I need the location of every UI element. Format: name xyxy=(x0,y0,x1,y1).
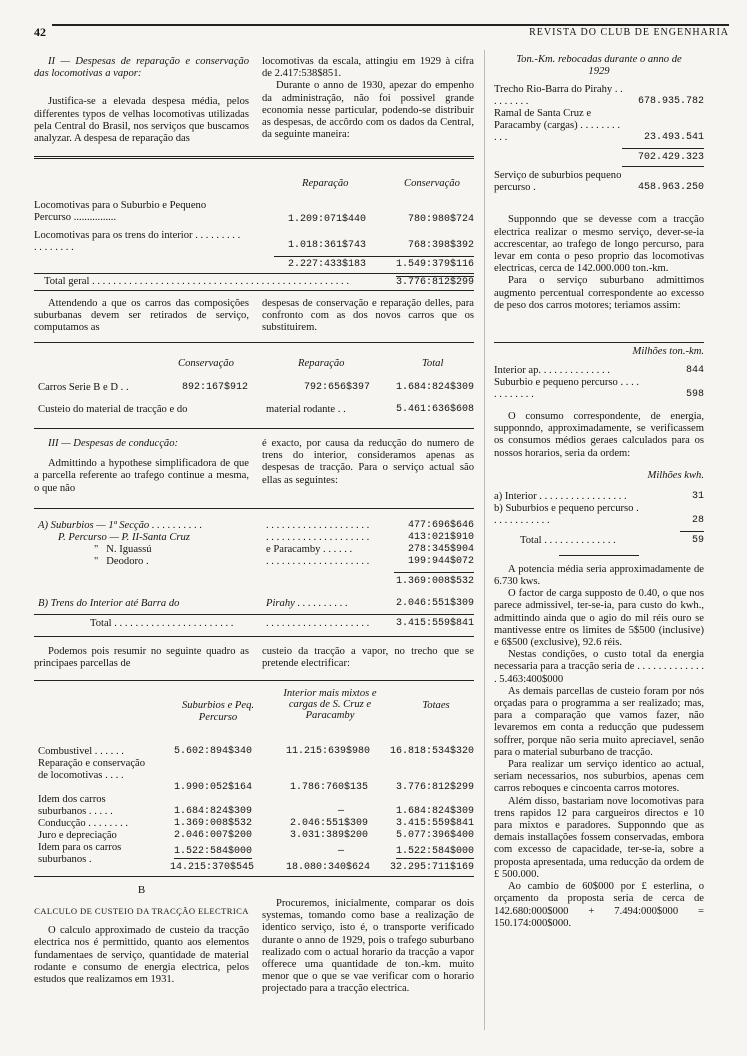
para-podemos-right xyxy=(262,646,474,670)
para-attendendo-right xyxy=(262,298,474,335)
row-label: Locomotivas para os trens do interior . . . . . . . . . . . . . . . . . xyxy=(34,230,241,253)
table-row xyxy=(274,256,474,273)
milhoes-header: Milhões ton.-km. xyxy=(632,346,704,357)
total-value: 32.295:711$169 xyxy=(389,862,474,873)
column-divider xyxy=(484,50,485,1030)
row-label: Ramal de Santa Cruz e Paracamby (cargas) . . . . . . . . . . . xyxy=(494,108,621,144)
total-label: Total geral . . . . . . . . . . . . . . . . . . . . . . . . . . . . . . . . . . . . . . . . . . . . . . . . . xyxy=(44,276,349,287)
rule xyxy=(34,876,474,877)
sum-rule xyxy=(622,166,704,167)
row-label: material rodante . . xyxy=(266,404,346,415)
cell-value: 780:980$724 xyxy=(407,214,474,225)
rule xyxy=(34,342,474,343)
tonkm-title: Ton.-Km. rebocadas durante o anno de 1929 xyxy=(516,54,682,78)
row-label: Idem para os carros suburbanos . xyxy=(38,842,122,865)
col-header-interior: Interior mais mixtos e cargas de S. Cruz e Paracamby xyxy=(283,688,377,721)
sum-rule xyxy=(394,572,474,573)
sum-rule xyxy=(622,148,704,149)
cell-value: 278:345$904 xyxy=(407,544,474,555)
row-label: " Deodoro . xyxy=(94,556,149,567)
cell-value: 678.935.782 xyxy=(637,96,704,108)
col-header-total: Total xyxy=(422,358,444,369)
rule xyxy=(34,156,474,159)
table-carros xyxy=(34,352,474,422)
section-2-right xyxy=(262,56,474,141)
row-label: Custeio do material de tracção e do xyxy=(38,404,188,415)
page-number: 42 xyxy=(34,25,46,39)
cell-value: 23.493.541 xyxy=(643,132,704,144)
paragraph: As demais parcellas de custeio foram por nós orçadas para o programma a ser realizado; mas, para a comparação que vamos fazer, não levaremos em conta a reducção que pudessem soffrer, porque não seria muito apreciavel, senão para o material suburbano de tracção. xyxy=(494,685,704,758)
row-label: Interior ap. . . . . . . . . . . . . . xyxy=(494,365,610,376)
paragraph: Podemos pois resumir no seguinte quadro as principaes parcellas de xyxy=(34,646,249,670)
table-row xyxy=(34,200,474,230)
row-label: P. Percurso — P. II-Santa Cruz xyxy=(58,532,190,543)
col-header-totaes: Totaes xyxy=(422,700,450,711)
cell-value: 844 xyxy=(685,365,704,376)
rule xyxy=(34,680,474,681)
row-label: B) Trens do Interior até Barra do xyxy=(38,598,180,609)
cell-value: 458.963.250 xyxy=(637,182,704,194)
cell-value: 31 xyxy=(691,490,704,502)
paragraph: O factor de carga supposto de 0.40, o que nos parece admissivel, ter-se-ia, para custo do kwh., admittindo ainda que o agio do mil réis ouro se mantivesse entre os limites de 5$500 (inclusive) e 6$500 (exclusive), 92.6 réis. xyxy=(494,588,704,649)
cell-value: 792:656$397 xyxy=(304,382,371,393)
table-total-row xyxy=(34,273,474,290)
row-label: Reparação e conservação de locomotivas . . . . xyxy=(38,758,146,781)
row-label: Locomotivas para o Suburbio e Pequeno Percurso ................ xyxy=(34,200,207,223)
cell-value: — xyxy=(338,846,345,857)
para-podemos-left xyxy=(34,646,249,670)
cell-value: 5.602:894$340 xyxy=(174,746,253,757)
row-label: A) Suburbios — 1ª Secção . . . . . . . . . . xyxy=(38,520,203,531)
row-label: Suburbio e pequeno percurso . . . . . . . . . . . . xyxy=(494,377,640,400)
row-label: Idem dos carros suburbanos . . . . . xyxy=(38,794,113,817)
sum-rule xyxy=(34,614,474,615)
rule xyxy=(34,428,474,429)
section-b-para-left: O calculo approximado de custeio da tracção electrica nos é permittido, quanto aos elementos fundamentaes de serviço, quantidade de material rodante e consumo de energia electrica, pelos estudos que realizamos em 1931. xyxy=(34,925,249,986)
table-conduccao xyxy=(34,520,474,630)
section-b-letter: B xyxy=(137,884,146,896)
section-b-right xyxy=(262,898,474,996)
cell-value: 16.818:534$320 xyxy=(389,746,474,757)
section-2-left xyxy=(34,56,249,145)
section-3-left xyxy=(34,438,249,495)
paragraph: Para o serviço suburbano admittimos augmento percentual correspondente ao excesso de peso dos carros motores; teriamos assim: xyxy=(494,275,704,311)
cell-value: 2.046:551$309 xyxy=(290,818,369,829)
paragraph: Attendendo a que os carros das composições suburbanas devem ser retirados de serviço, computamos as xyxy=(34,298,249,334)
col-header-suburbios: Suburbios e Peq. Percurso xyxy=(181,700,255,724)
total-value: 18.080:340$624 xyxy=(286,862,371,873)
paragraph: Para realizar um serviço identico ao actual, seriam necessarios, nos suburbios, apenas cem carros reboques e cincoenta carros motores. xyxy=(494,759,704,795)
col-header-reparacao: Reparação xyxy=(298,358,345,369)
paragraph: Além disso, bastariam nove locomotivas para trens rapidos 12 para cargueiros directos e 10 para mixtos e paradores. Supponndo que as demais installações fossem conservadas, embora com excesso de capacidade, ter-se-ia, sobre a proposta apresentada, uma reducção da ordem de £ 500.000. xyxy=(494,795,704,880)
row-mid: . . . . . . . . . . . . . . . . . . . . xyxy=(266,556,370,567)
rule xyxy=(34,290,474,291)
para-attendendo-left xyxy=(34,298,249,335)
table-summary xyxy=(34,688,474,878)
journal-title: REVISTA DO CLUB DE ENGENHARIA xyxy=(529,27,729,38)
rule xyxy=(34,636,474,637)
cell-value: 1.209:071$440 xyxy=(288,214,367,225)
cell-value: 199:944$072 xyxy=(407,556,474,567)
section-b-left xyxy=(34,884,249,986)
row-label: Trecho Rio-Barra do Pirahy . . . . . . . . . xyxy=(494,84,623,108)
cell-value: 768:398$392 xyxy=(407,240,474,251)
table-row xyxy=(34,230,474,256)
kwh-header: Milhões kwh. xyxy=(647,469,704,481)
cell-value: 28 xyxy=(691,514,704,526)
cell-value: 11.215:639$980 xyxy=(286,746,371,757)
header-rule xyxy=(52,24,729,26)
col-header-reparacao: Reparação xyxy=(302,178,349,189)
row-label: a) Interior . . . . . . . . . . . . . . . . . xyxy=(494,490,627,502)
row-mid: e Paracamby . . . . . . xyxy=(266,544,353,555)
row-mid: . . . . . . . . . . . . . . . . . . . . xyxy=(266,618,370,629)
paragraph: A potencia média seria approximadamente de 6.730 kws. xyxy=(494,563,704,588)
kwh-table xyxy=(494,491,704,551)
section-3-para-right: é exacto, por causa da reducção do numero de trens do interior, consideramos apenas as despesas de tracção. Para o serviço actual são ellas as seguintes: xyxy=(262,438,474,486)
cell-value: 1.786:760$135 xyxy=(290,782,369,793)
paragraph: Ao cambio de 60$000 por £ esterlina, o orçamento da proposta seria de cerca de 142.680:000$000 + 7.494:000$000 = 150.174:000$000. xyxy=(494,881,704,929)
paragraph: Supponndo que se devesse com a tracção electrica realizar o mesmo serviço, dever-se-ia accrescentar, ao trafego de longo percurso, para levar em conta o peso proprio das locomotivas electricas, cerca de 142.000.000 ton.-km. xyxy=(494,214,704,275)
total-label: Total . . . . . . . . . . . . . . . . . . . . . . . xyxy=(90,618,234,629)
cell-value: 1.018:361$743 xyxy=(288,240,367,251)
tonkm-table xyxy=(494,84,704,204)
total-value: 3.415:559$841 xyxy=(395,618,474,629)
cell-value: 2.046:551$309 xyxy=(395,598,474,609)
cell-value: 2.227:433$183 xyxy=(288,259,367,270)
total-value: 59 xyxy=(691,534,704,546)
cell-value: — xyxy=(338,806,345,817)
row-label: Conducção . . . . . . . . xyxy=(38,818,129,829)
cell-value: 3.776:812$299 xyxy=(395,782,474,793)
cell-value: 1.369:008$532 xyxy=(174,818,253,829)
cell-value: 702.429.323 xyxy=(637,152,704,164)
paragraph: despesas de conservação e reparação delles, para confronto com as dos novos carros que os substituirem. xyxy=(262,298,474,334)
total-value: 14.215:370$545 xyxy=(170,862,255,873)
row-mid: . . . . . . . . . . . . . . . . . . . . xyxy=(266,520,370,531)
paragraph: O consumo correspondente, de energia, supponndo, approximadamente, se verificassem os consumos médios geraes calculados para os nossos horarios, seria da ordem: xyxy=(494,411,704,459)
section-3-para: Admittindo a hypothese simplificadora de que a parcella referente ao trafego continue a mesma, o que não xyxy=(34,458,249,494)
rule xyxy=(494,342,704,343)
section-2-para1: Justifica-se a elevada despesa média, pelos differentes typos de velhas locomotivas utilizadas pela Central do Brasil, nos serviços que buscamos analyzar. A despesa de reparação das xyxy=(34,96,249,145)
sum-rule xyxy=(680,531,704,532)
cell-value: 1.522:584$000 xyxy=(174,846,252,859)
cell-value: 1.684:824$309 xyxy=(395,382,474,393)
col-header-conservacao: Conservação xyxy=(178,358,234,369)
paragraph: Nestas condições, o custo total da energia necessaria para a tracção seria de . . . . . . . . . . . . . . 5.463:400$000 xyxy=(494,649,704,685)
section-b-para-right: Procuremos, inicialmente, comparar os dois systemas, tomando como base a realização de identico serviço, isto é, o transporte verificado durante o anno de 1929, pois o trafego suburbano realizado com o actual horario da tracção a vapor offerece uma quantidade de ton.-km. muito menor que o que se vae verificar com o horario projectado para a tracção electrica. xyxy=(262,898,474,995)
section-2-para2: Durante o anno de 1930, apezar do empenho da administração, não foi possivel grande economia nesse particular, podendo-se distribuir as despesas, de accôrdo com os dados da Central, da seguinte maneira: xyxy=(262,80,474,141)
section-3-heading: III — Despesas de conducção: xyxy=(48,438,179,449)
col-header-conservacao: Conservação xyxy=(404,178,460,189)
row-label: " N. Iguassú xyxy=(94,544,152,555)
cell-value: 1.990:052$164 xyxy=(174,782,253,793)
milhoes-table xyxy=(494,365,704,401)
cell-value: 1.522:584$000 xyxy=(396,846,474,859)
row-mid: . . . . . . . . . . . . . . . . . . . . xyxy=(266,532,370,543)
section-2-heading: II — Despesas de reparação e conservação das locomotivas a vapor: xyxy=(34,56,249,80)
running-header xyxy=(0,24,747,40)
cell-value: 2.046:007$200 xyxy=(174,830,253,841)
table-repair-costs xyxy=(34,178,474,290)
cell-value: 3.031:389$200 xyxy=(290,830,369,841)
cell-value: 5.461:636$608 xyxy=(395,404,474,415)
rule xyxy=(559,555,639,556)
row-label: b) Suburbios e pequeno percurso . . . . . . . . . . . . xyxy=(494,502,639,526)
section-2-para1b: locomotivas da escala, attingiu em 1929 à cifra de 2.417:538$851. xyxy=(262,56,474,80)
cell-value: 1.684:824$309 xyxy=(174,806,253,817)
cell-value: 413:021$910 xyxy=(407,532,474,543)
subtotal-value: 1.369:008$532 xyxy=(395,576,474,587)
section-3-right xyxy=(262,438,474,487)
cell-value: 1.549:379$116 xyxy=(395,259,474,270)
cell-value: 477:696$646 xyxy=(407,520,474,531)
cell-value: 1.684:824$309 xyxy=(395,806,474,817)
right-column xyxy=(494,54,704,312)
row-label: Juro e depreciação xyxy=(38,830,117,841)
cell-value: 892:167$912 xyxy=(182,382,249,393)
row-label: Serviço de suburbios pequeno percurso . xyxy=(494,170,622,194)
right-column-lower xyxy=(494,346,704,930)
rule xyxy=(34,508,474,509)
total-value: 3.776:812$299 xyxy=(395,277,474,288)
row-label: Carros Serie B e D . . xyxy=(38,382,129,393)
row-label: Combustivel . . . . . . xyxy=(38,746,124,757)
cell-value: 3.415:559$841 xyxy=(395,818,474,829)
cell-value: 598 xyxy=(685,389,704,400)
cell-value: 5.077:396$400 xyxy=(395,830,474,841)
paragraph: custeio da tracção a vapor, no trecho que se pretende electrificar: xyxy=(262,646,474,670)
row-mid: Pirahy . . . . . . . . . . xyxy=(266,598,348,609)
section-b-title: CALCULO DE CUSTEIO DA TRACÇÃO ELECTRICA xyxy=(34,906,249,917)
total-label: Total . . . . . . . . . . . . . . xyxy=(520,534,616,546)
